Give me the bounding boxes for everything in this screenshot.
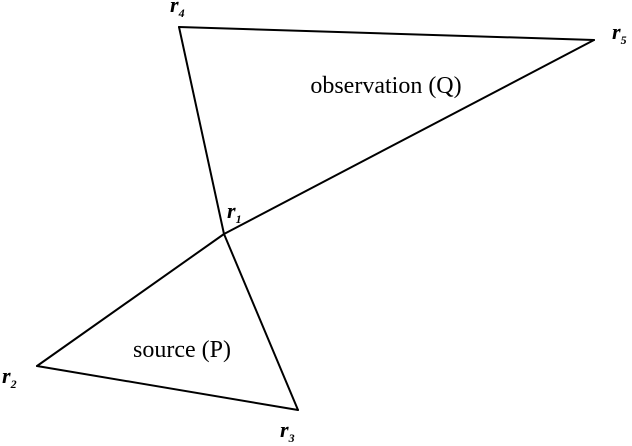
- edge-r5-r1: [224, 40, 594, 234]
- observation-label: observation (Q): [310, 73, 462, 99]
- vertex-label-r4: $r_4$: [170, 0, 185, 20]
- edge-r2-r3: [37, 366, 298, 410]
- source-triangle: [37, 234, 298, 410]
- edge-r4-r5: [179, 27, 594, 40]
- vertex-label-r3: $r_3$: [280, 417, 295, 445]
- vertex-label-r1: $r_1$: [227, 198, 242, 226]
- observation-triangle: [179, 27, 594, 234]
- vertex-label-r5: $r_5$: [612, 19, 627, 47]
- source-label: source (P): [133, 337, 231, 363]
- vertex-label-r2: $r_2$: [2, 363, 17, 391]
- edge-r1-r4: [179, 27, 224, 234]
- edge-r3-r1: [224, 234, 298, 410]
